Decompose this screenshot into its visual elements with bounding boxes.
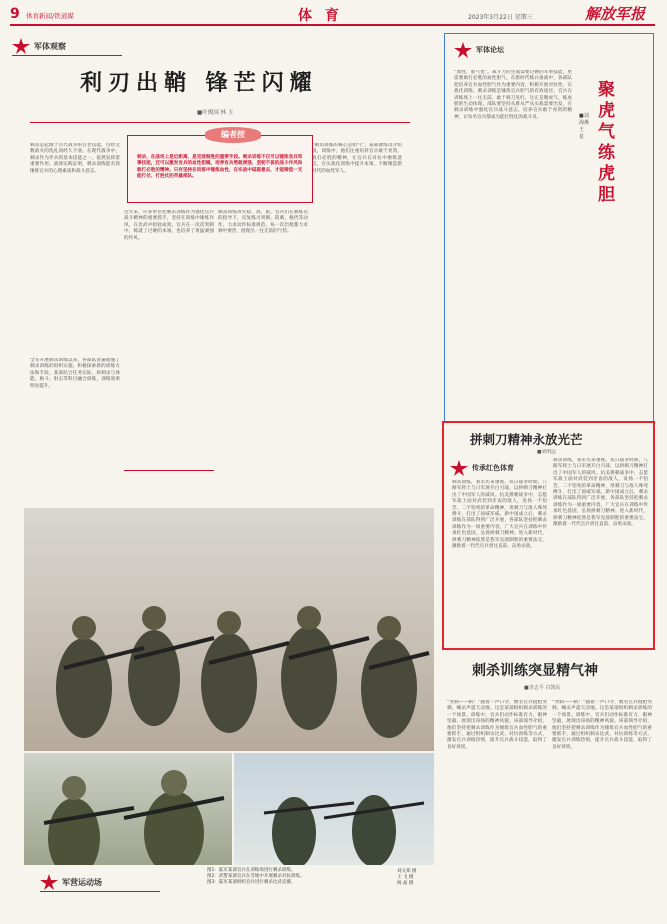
highlight-text: 刺杀训练，我军历来重视。抗日战争时期，八路军将士与日军展开白刃战，以拼刺刀精神打出了中国军人的威风。抗美援朝战争中，志愿军战士面对武装到牙齿的敌人，发扬一不怕苦、二不怕死的革命精神，用刺刀与敌人殊死搏斗，打出了国威军威。新中国成立后，刺杀训练在部队得到广泛开展，各部队坚持把刺杀训练作为一项重要内容，广大官兵在训练中传承红色基因，弘扬拼刺刀精神。进入新时代，拼刺刀精神依然是我军克敌制胜的重要法宝，激励着一代代官兵勇往直前、奋勇杀敌。 bbox=[553, 458, 648, 528]
column-tag-label: 军体观察 bbox=[34, 41, 66, 51]
credit-line: 王 飞 摄 bbox=[397, 875, 414, 881]
sidebar-text: “血性，胆气也”。战斗力的生成需要过硬的军事技能，更需要敢打必胜的血性胆气。在新时代练兵备战中，各部队把培养官兵血性胆气作为重要内容，积极开展对抗性、实战化训练。刺杀训练是锤炼官兵胆气的有效途径，官兵在训练场上一往无前、敢于刺刀见红，这正是聚虎气、练虎胆的生动体现。部队要坚持从难从严从实战需要出发，在刺杀训练中强化官兵战斗意志，培养官兵敢于亮剑的精神，让每名官兵都成为能打胜仗的战斗员。 bbox=[454, 70, 572, 120]
training-photo-main bbox=[24, 508, 434, 751]
sidebar-heading: 聚虎气 练虎胆 bbox=[598, 80, 615, 205]
article-column: 刺杀训练讲究稳、准、狠。官兵们在教练员的指导下，反复练习突刺、防刺、格挡等动作，力求动作标准规范，每一次出枪都力求刺中要害，展现出一往无前的气势。 bbox=[218, 210, 308, 235]
column-separator bbox=[124, 470, 214, 471]
highlight-tag-label: 传承红色体育 bbox=[472, 464, 514, 472]
training-photo-2 bbox=[24, 753, 232, 865]
section-label: 体育新闻/铁道媒 bbox=[26, 12, 74, 20]
sidebar-tag-label: 军体论坛 bbox=[476, 46, 504, 54]
editor-note-text: 刺杀，在战场上是近距离、是克敌制胜的重要手段。刺杀训练不仅可以锤炼官兵军事技能，还可以激发官兵的血性胆魄，培养官兵勇敢顽强、坚韧不拔的战斗作风和敢打必胜的精神。只有坚持在训练中锤炼血性，在实战中砥砺意志，才能铸造一支能打仗、打胜仗的英雄部队。 bbox=[137, 155, 303, 180]
caption-line: 图1：陆军某部官兵在训练场进行刺杀训练。 bbox=[207, 868, 296, 873]
lower-article-text: “突刺——刺！”随着一声口令，数名官兵挺枪突刺，喊杀声震天动地。这是某部组织刺杀训练的一个场景。训练中，官兵们动作标准有力，眼神坚毅，展现出昂扬的精神风貌。该部领导介绍，他们坚持把刺杀训练作为锤炼官兵血性胆气的重要抓手，通过组织刺杀比武、对抗训练等方式，激发官兵训练热情，提升官兵战斗技能，取得了良好效果。 bbox=[552, 700, 652, 750]
credit-line: 杨 晶 摄 bbox=[397, 881, 414, 887]
headline-rule bbox=[30, 122, 410, 123]
photo-captions bbox=[207, 868, 304, 887]
lower-article-text: “突刺——刺！”随着一声口令，数名官兵挺枪突刺，喊杀声震天动地。这是某部组织刺杀训练的一个场景。训练中，官兵们动作标准有力，眼神坚毅，展现出昂扬的精神风貌。该部领导介绍，他们坚持把刺杀训练作为锤炼官兵血性胆气的重要抓手，通过组织刺杀比武、对抗训练等方式，激发官兵训练热情，提升官兵战斗技能，取得了良好效果。 bbox=[447, 700, 547, 750]
tag-rule bbox=[40, 891, 160, 892]
column-tag-top bbox=[12, 38, 66, 54]
column-tag-middle bbox=[450, 460, 514, 476]
article-column: “刺杀训练的核心是胆气”，某部教练员介绍说，训练中，他们注重培养官兵敢于亮剑、敢打必胜的精神，让官兵在对抗中磨炼意志，在实战化训练中提升本领，不断锤造新时代的血性军人。 bbox=[312, 143, 402, 174]
newspaper-logo: 解放军报 bbox=[585, 5, 646, 23]
date-line: 2023年3月22日 星期三 bbox=[468, 14, 533, 21]
article-column: 近年来，许多单位把刺杀训练作为强化官兵战斗精神的重要抓手，坚持在训练中锤炼作风，在比武中检验成效。官兵在一次次突刺中，练就了过硬的本领，也培养了勇猛顽强的作风。 bbox=[124, 210, 214, 241]
masthead-divider bbox=[10, 24, 655, 26]
page-number: 9 bbox=[10, 6, 20, 22]
lower-article-title: 刺杀训练突显精气神 bbox=[472, 663, 598, 679]
highlight-text: 刺杀训练，我军历来重视。抗日战争时期，八路军将士与日军展开白刃战，以拼刺刀精神打出了中国军人的威风。抗美援朝战争中，志愿军战士面对武装到牙齿的敌人，发扬一不怕苦、二不怕死的革命精神，用刺刀与敌人殊死搏斗，打出了国威军威。新中国成立后，刺杀训练在部队得到广泛开展，各部队坚持把刺杀训练作为一项重要内容，广大官兵在训练中传承红色基因，弘扬拼刺刀精神。进入新时代，拼刺刀精神依然是我军克敌制胜的重要法宝，激励着一代代官兵勇往直前、奋勇杀敌。 bbox=[452, 480, 547, 550]
lower-article-byline: ■李志平 白凯东 bbox=[524, 685, 561, 691]
star-icon bbox=[450, 460, 468, 476]
caption-line: 图2：武警某部官兵在雪地中开展刺杀对抗训练。 bbox=[207, 874, 305, 880]
star-icon bbox=[454, 42, 472, 58]
training-photo-3 bbox=[234, 753, 434, 865]
highlight-byline: ■刘明远 bbox=[537, 450, 556, 455]
article-column: 刺杀是起源于古代战争的古老技能，历经无数战火的洗礼而经久不衰。在现代战争中，刺杀作为步兵的基本技能之一，依然发挥着重要作用。战场实践证明，刺杀训练能有效锤炼官兵的心理素质和战斗意志。 bbox=[30, 143, 120, 174]
main-byline: ■叶俊国 林 玉 bbox=[197, 110, 234, 116]
highlight-title: 拼刺刀精神永放光芒 bbox=[470, 432, 583, 447]
sidebar-author: ■刘海燕 王 星 bbox=[579, 113, 590, 140]
caption-line: 图3：陆军某部组织官兵进行刺杀比武竞赛。 bbox=[207, 880, 296, 886]
column-tag-side bbox=[454, 42, 504, 58]
main-headline: 利刃出鞘 锋芒闪耀 bbox=[80, 70, 318, 96]
editor-note-label: 编者按 bbox=[205, 127, 261, 143]
article-column: 全军开展刺杀训练以来，各部队普遍加强了刺杀训练的组织实施，积极探索新的训练方法和手段。某部结合任务实际，将刺杀与体能、格斗、射击等科目融合训练，训练效果明显提升。 bbox=[30, 358, 120, 389]
bottom-tag-label: 军营运动场 bbox=[62, 877, 102, 887]
star-icon bbox=[40, 874, 58, 890]
star-icon bbox=[12, 38, 30, 54]
page-title: 体 育 bbox=[298, 8, 343, 24]
column-tag-bottom bbox=[40, 874, 102, 890]
tag-rule bbox=[12, 55, 122, 56]
photo-credits bbox=[397, 869, 416, 888]
credit-line: 刘文郑 摄 bbox=[397, 869, 417, 874]
